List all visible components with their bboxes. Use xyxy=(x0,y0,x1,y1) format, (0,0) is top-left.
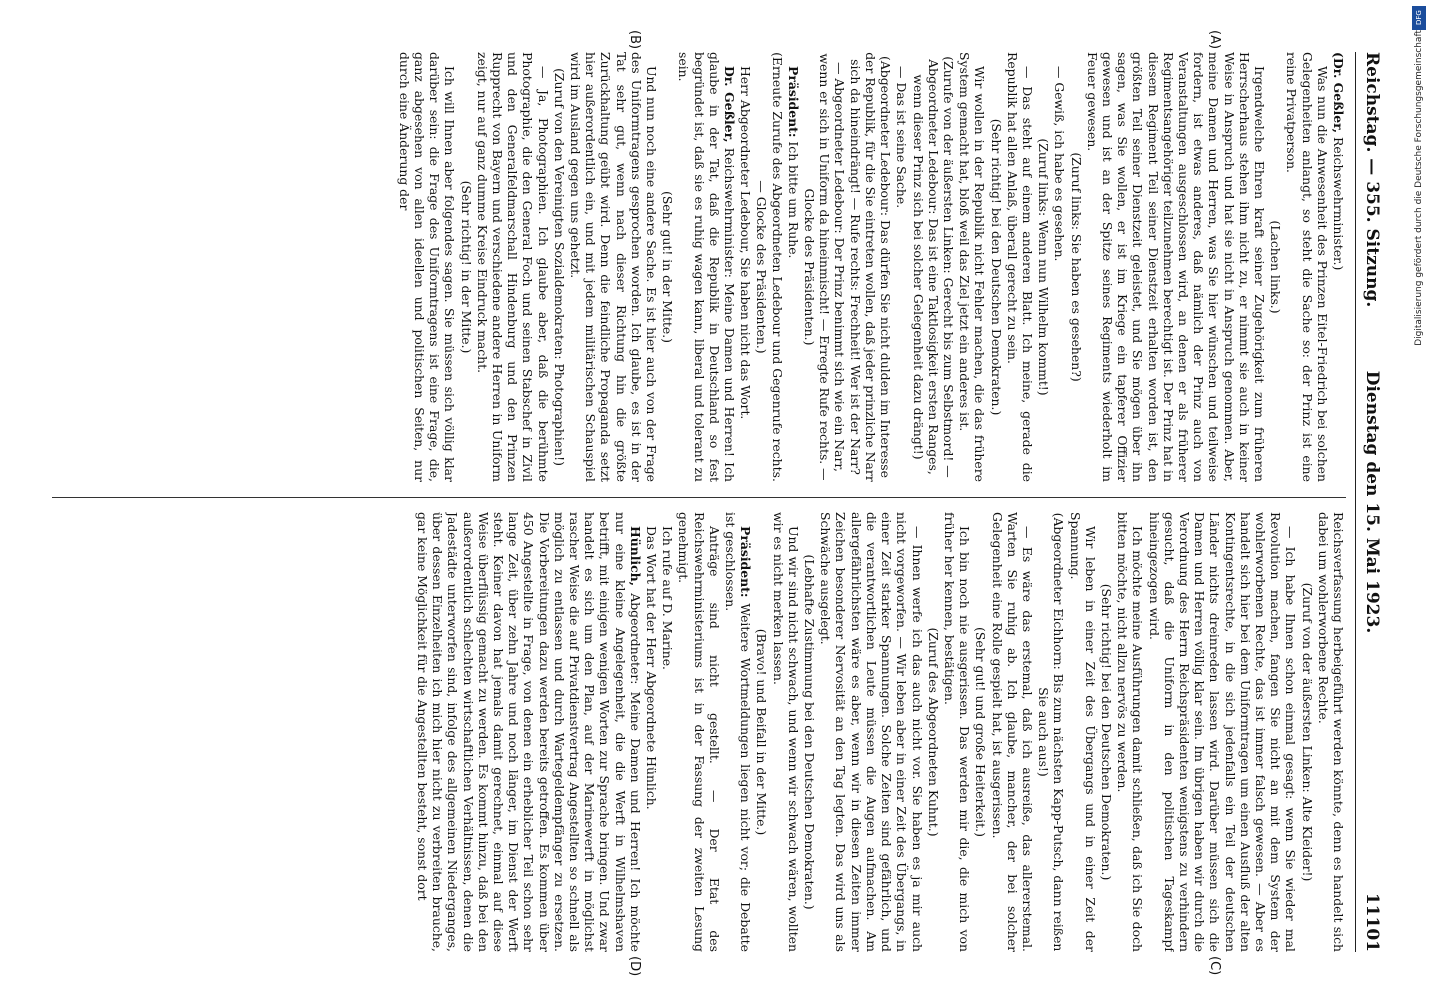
speaker-name: Präsident: xyxy=(785,66,801,138)
paragraph-text: Und wir sind nicht schwach, und wenn wir schwach wären, wollten wir es nicht merken lassen. xyxy=(770,512,801,952)
paragraph xyxy=(1316,512,1346,952)
paragraph xyxy=(1052,52,1067,482)
page-number: 11101 xyxy=(1362,892,1382,952)
paragraph-text: Anträge sind nicht gestellt. — Der Etat des Reichswehrministeriums ist in der Fassung der zweiten Lesung genehmigt. xyxy=(676,512,722,952)
paragraph xyxy=(942,512,972,952)
dfg-logo: DFG xyxy=(1412,6,1426,30)
right-column xyxy=(52,512,1346,952)
paragraph xyxy=(1036,512,1066,952)
paragraph xyxy=(989,512,1035,952)
paragraph-text: (Sehr richtig! bei den Deutschen Demokraten.) xyxy=(1098,583,1114,881)
paragraph-text: (Zuruf links: Wenn nun Wilhelm kommt!) xyxy=(1036,138,1052,396)
paragraph xyxy=(1068,52,1083,482)
paragraph-text: Was nun die Anwesenheit des Prinzen Eitel-Friedrich bei solchen Gelegenheiten anlangt, so steht die Sache so: der Prinz ist eine reine Privatperson. xyxy=(1284,52,1330,482)
paragraph-text: Weitere Wortmeldungen liegen nicht vor; die Debatte ist geschlossen. xyxy=(723,512,754,952)
paragraph xyxy=(458,52,473,482)
paragraph xyxy=(738,52,753,482)
paragraph xyxy=(676,512,722,952)
paragraph-text: — Es wäre das erstemal, daß ich ausreiße, das allererstemal. Warten Sie ruhig ab. Ich glaube, mancher, der bei solcher Gelegenheit eine Rolle gespielt hat, ist ausgerissen. xyxy=(989,512,1035,952)
speaker-name: Hünlich, xyxy=(627,526,643,587)
paragraph-text: (Abgeordneter Eichhorn: Bis zum nächsten Kapp-Putsch, dann reißen Sie auch aus!) xyxy=(1036,512,1067,952)
paragraph-text: (Zuruf von der äußersten Linken: Alte Kleider!) xyxy=(1299,582,1315,882)
paragraph-text: (Sehr gut! in der Mitte.) xyxy=(660,190,676,344)
paragraph xyxy=(818,512,924,952)
paragraph xyxy=(1331,52,1346,482)
paragraph xyxy=(1284,52,1330,482)
page-header xyxy=(1355,52,1384,952)
paragraph-text: (Lebhafte Zustimmung bei den Deutschen Demokraten.) xyxy=(802,554,818,910)
paragraph xyxy=(475,52,551,482)
paragraph-text: — Das ist seine Sache. xyxy=(894,66,910,209)
paragraph-text: (Bravo! und Beifall in der Mitte.) xyxy=(754,628,770,836)
paragraph-text: Ich bitte um Ruhe. xyxy=(785,137,801,259)
paragraph xyxy=(660,512,675,952)
paragraph-text: Ich rufe auf D. Marine. xyxy=(660,526,676,670)
paragraph-text: — Ihnen werfe ich das auch nicht vor. Sie haben es ja mir auch nicht vorgeworfen. — Wir leben aber in einer Zeit des Übergangs, in einer Zeit starker Spannungen. Solche Zeiten sind gefährlich, und die verantwortlichen Leute müssen die Augen aufmachen. Am allergefährlichsten wäre es aber, wenn wir in diesen Zeiten immer Zeichen besonderer Nervosität an den Tag legten. Das wird uns als Schwäche ausgelegt. xyxy=(818,512,925,952)
rotated-page xyxy=(32,22,1402,982)
paragraph xyxy=(786,52,801,482)
margin-mark-b: (B) xyxy=(627,30,642,50)
paragraph-text: — Gewiß, ich habe es gesehen. xyxy=(1052,66,1068,262)
paragraph-text: (Zuruf des Abgeordneten Kuhnt.) xyxy=(925,627,941,837)
paragraph xyxy=(910,52,956,482)
paragraph xyxy=(1099,512,1114,952)
paragraph-text: (Zuruf von den Vereinigten Sozialdemokraten: Photographien!) xyxy=(551,68,567,466)
paragraph xyxy=(802,52,893,482)
paragraph-text: (Abgeordneter Ledebour: Das dürfen Sie nicht dulden im Interesse der Republik, für die Sie eintreten wollen, daß jeder prinzliche Narr sich da hineindrängt! — Rufe rechts: Frechheit! Wer ist der Narr? — Abgeordneter Ledebour: Der Prinz benimmt sich wie ein Narr, wenn er sich in Uniform da hineinmischt! — Erregte Rufe rechts. — Glocke des Präsidenten.) xyxy=(802,52,894,482)
paragraph-text: Irgendwelche Ehren kraft seiner Zugehörigkeit zum früheren Herrscherhaus stehen ihm nicht zu, er nimmt sie auch in keiner Weise in Anspruch und hat sie nicht in Anspruch genommen. Aber, meine Damen und Herren, was Sie hier wünschen und teilweise fordern, ist etwas anderes, daß nämlich der Prinz auch von Veranstaltungen ausgeschlossen wird, an denen er als früherer Regimentsangehöriger teilzunehmen berechtigt ist. Der Prinz hat in diesem Regiment Teil seiner Dienstzeit erhalten worden ist, den größten Teil seiner Dienstzeit geleistet, und Sie mögen über ihn sagen, was Sie wollen, er ist im Kriege ein tapferer Offizier gewesen und ist an der Spitze seines Regiments wiederholt im Feuer gewesen. xyxy=(1084,52,1267,482)
margin-mark-a: (A) xyxy=(1207,30,1222,50)
paragraph-text: Reichsverfassung herbeigeführt werden könnte, denn es handelt sich dabei um wohlerworbene Rechte. xyxy=(1315,512,1346,952)
paragraph-text: (Sehr gut! und große Heiterkeit.) xyxy=(973,627,989,837)
paragraph xyxy=(415,512,643,952)
paragraph xyxy=(894,52,909,482)
paragraph-text: — Ja, Photographien. Ich glaube aber, daß die berühmte Photographie, die den General Foch und seinen Stabschef in Zivil und den Generalfeldmarschall Hindenburg und den Prinzen Rupprecht von Bayern und verschiedene andere Herren in Uniform zeigt, nur auf ganz dumme Kreise Eindruck macht. xyxy=(474,52,551,482)
paragraph-text: Ich will Ihnen aber folgendes sagen. Sie müssen sich völlig klar darüber sein: die Frage des Uniformtragens ist eine Frage, die, ganz abgesehen von allen ideellen und politischen Seiten, nur durch eine Änderung der xyxy=(396,52,458,482)
paragraph-text: (Lachen links.) xyxy=(1268,220,1284,314)
paragraph xyxy=(988,52,1003,482)
paragraph-text: — Ich habe Ihnen schon einmal gesagt: wenn Sie wieder mal Revolution machen, fangen Sie nicht an mit dem System der wohlerworbenen Rechte, das ist immer falsch gewesen. — Aber es handelt sich hier bei dem Uniformtragen um einen Ausfluß der alten Kontingentsrechte, in die sich jedenfalls ein Teil der deutschen Länder nichts dreinreden lassen wird. Darüber müssen sich die Damen und Herren völlig klar sein. Im übrigen haben wir durch die Verordnung des Herrn Reichspräsidenten wenigstens zu verhindern gesucht, daß die Uniform in den politischen Tageskampf hineingezogen wird. xyxy=(1146,512,1299,952)
paragraph-text: (Zurufe von der äußersten Linken: Gerecht bis zum Selbstmord! — Abgeordneter Ledebour: Das ist eine Taktlosigkeit ersten Ranges, wenn dieser Prinz sich bei solcher Gelegenheit dazu drängt!) xyxy=(910,56,956,478)
paragraph-text: (Sehr richtig! in der Mitte.) xyxy=(458,180,474,354)
paragraph xyxy=(1268,52,1283,482)
paragraph xyxy=(1005,52,1035,482)
paragraph-text: (Zuruf links: Sie haben es gesehen?) xyxy=(1068,152,1084,382)
header-date: Dienstag den 15. Mai 1923. xyxy=(1362,370,1382,634)
paragraph xyxy=(973,512,988,952)
paragraph-text: — Das steht auf einem anderen Blatt. Ich meine, gerade die Republik hat allen Anlaß, überall gerecht zu sein. xyxy=(1004,52,1035,482)
paragraph-text: (Erneute Zurufe des Abgeordneten Ledebour und Gegenrufe rechts. — Glocke des Präsidenten.) xyxy=(754,52,785,482)
paragraph-text: (Sehr richtig! bei den Deutschen Demokraten.) xyxy=(988,118,1004,416)
paragraph-text: Abgeordneter: Meine Damen und Herren! Ich möchte nur eine kleine Angelegenheit, die die Werft in Wilhelmshaven betrifft, mit einigen wenigen Worten zur Sprache bringen. Und zwar handelt es sich um den Plan, auf der Marinewerft in möglichst rascher Weise die auf Privatdienstvertrag Angestellten so schnell als möglich zu entlassen und durch Wartegeldempfänger zu ersetzen. Die Vorbereitungen dazu werden bereits getroffen. Es kommen über 450 Angestellte in Frage, von denen ein erheblicher Teil schon sehr lange Zeit, über zehn Jahre und noch länger, im Dienst der Werft steht. Keiner davon hat jemals damit gerechnet, einmal auf diese Weise überflüssig gemacht zu werden. Es kommt hinzu, daß bei den außerordentlich schlechten wirtschaftlichen Verhältnissen, denen die Jadestädte unterworfen sind, infolge des allgemeinen Niederganges, über dessen Einzelheiten ich mich hier nicht zu verbreiten brauche, gar keine Möglichkeit für die Angestellten besteht, sonst dort xyxy=(415,512,643,952)
paragraph xyxy=(568,52,659,482)
speaker-name: Präsident: xyxy=(738,526,754,598)
paragraph xyxy=(1299,512,1314,952)
paragraph xyxy=(957,52,987,482)
paragraph xyxy=(802,512,817,952)
paragraph-text: Reichswehrminister.) xyxy=(1331,133,1346,271)
paragraph-text: Reichswehrminister: Meine Damen und Herren! Ich glaube in der Tat, daß die Republik in Deutschland so fest begründet ist, daß sie es ruhig wagen kann, liberal und tolerant zu sein. xyxy=(676,52,738,482)
paragraph-text: Wir leben in einer Zeit des Übergangs und in einer Zeit der Spannung. xyxy=(1067,512,1098,952)
column-divider xyxy=(52,497,1346,498)
margin-mark-d: (D) xyxy=(627,956,642,977)
paragraph xyxy=(754,512,769,952)
paragraph xyxy=(660,52,675,482)
paragraph xyxy=(723,512,753,952)
paragraph xyxy=(754,52,784,482)
paragraph-text: Das Wort hat der Herr Abgeordnete Hünlich. xyxy=(644,526,660,810)
paragraph xyxy=(676,52,737,482)
paragraph xyxy=(1036,52,1051,482)
paragraph-text: Und nun noch eine andere Sache. Es ist hier auch von der Frage des Uniformtragens gesprochen worden. Ich glaube, es ist in der Tat sehr gut, wenn nach dieser Richtung hin die größte Zurückhaltung geübt wird. Denn die feindliche Propaganda setzt hier außerordentlich ein, und mit jedem militärischen Schauspiel wird im Ausland gegen uns gehetzt. xyxy=(568,52,660,482)
digitization-note: Digitalisierung gefördert durch die Deutsche Forschungsgemeinschaft xyxy=(1414,30,1424,346)
paragraph-text: Wir wollen in der Republik nicht Fehler machen, die das frühere System gemacht hat, bloß weil das Ziel jetzt ein anderes ist. xyxy=(957,52,988,482)
paragraph xyxy=(1067,512,1097,952)
paragraph-text: Ich möchte meine Ausführungen damit schließen, daß ich Sie doch bitten möchte, nicht allzu nervös zu werden. xyxy=(1115,512,1146,952)
paragraph xyxy=(926,512,941,952)
paragraph xyxy=(1085,52,1267,482)
speaker-name: Dr. Geßler, xyxy=(722,66,738,143)
header-session: Reichstag. — 355. Sitzung. xyxy=(1362,52,1382,308)
paragraph xyxy=(770,512,800,952)
paragraph xyxy=(1115,512,1145,952)
paragraph xyxy=(397,52,458,482)
paragraph xyxy=(552,52,567,482)
paragraph xyxy=(1146,512,1298,952)
margin-mark-c: (C) xyxy=(1207,956,1222,976)
speaker-name: (Dr. Geßler, xyxy=(1331,52,1346,134)
left-column xyxy=(52,52,1346,482)
paragraph xyxy=(644,512,659,952)
paragraph-text: Ich bin noch nie ausgerissen. Das werden mir die, die mich von früher her kennen, bestätigen. xyxy=(941,512,973,952)
paragraph-text: Herr Abgeordneter Ledebour, Sie haben nicht das Wort. xyxy=(738,66,754,420)
